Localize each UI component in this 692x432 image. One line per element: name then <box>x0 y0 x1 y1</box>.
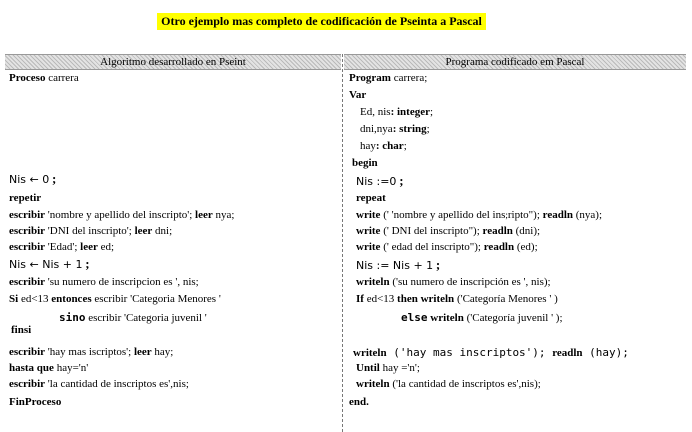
code-text: carrera; <box>390 72 428 84</box>
keyword: else <box>401 311 428 324</box>
page-title: Otro ejemplo mas completo de codificación de Pseinta a Pascal <box>157 13 486 30</box>
keyword: writeln <box>420 293 455 305</box>
keyword: readln <box>542 209 573 221</box>
keyword: escribir <box>9 276 46 288</box>
right-line-nis-init <box>356 174 404 187</box>
keyword: escribir <box>9 209 46 221</box>
keyword: sino <box>59 311 86 324</box>
code-text: 'Edad'; <box>45 241 81 253</box>
right-line-write-nombre <box>356 209 602 222</box>
keyword: write <box>356 209 381 221</box>
code-text: 'DNI del inscripto'; <box>45 225 135 237</box>
code-text: ; <box>403 140 407 152</box>
code-text: ('su numero de inscripción es ', nis); <box>389 276 551 288</box>
code-text: ; <box>429 106 434 118</box>
keyword: leer <box>195 209 213 221</box>
right-column-header: Programa codificado em Pascal <box>344 54 686 70</box>
keyword: leer <box>133 346 152 358</box>
left-line-nis-inc <box>9 257 90 270</box>
keyword: hasta que <box>9 362 54 374</box>
code-text: 'la cantidad de inscriptos es',nis; <box>45 378 189 390</box>
code-text: ; <box>426 123 430 135</box>
code-text: escribir 'Categoria juvenil ' <box>85 312 207 324</box>
left-line-nis-init <box>9 172 56 185</box>
keyword: : char <box>375 140 404 152</box>
keyword: readln <box>482 225 513 237</box>
keyword: escribir <box>9 241 46 253</box>
code-text: dni; <box>152 225 173 237</box>
code-text: Nis ← 0 <box>9 173 50 186</box>
keyword: entonces <box>51 293 92 305</box>
right-line-writeln-cantidad <box>356 378 541 391</box>
keyword: leer <box>134 225 153 237</box>
semicolon: ; <box>51 171 57 186</box>
keyword: Until <box>356 362 380 374</box>
code-text: hay ='n'; <box>379 362 420 374</box>
code-text: (hay); <box>582 346 629 359</box>
keyword: Proceso <box>9 72 46 84</box>
left-line-escribir-numero <box>9 276 199 289</box>
code-text: ('Categoría juvenil ' ); <box>463 312 563 324</box>
right-line-program <box>349 72 427 85</box>
code-text: Nis := Nis + 1 <box>356 259 434 272</box>
keyword: readln <box>552 347 583 359</box>
right-line-writeln-hay <box>353 346 629 359</box>
keyword: readln <box>483 241 515 253</box>
left-line-sino <box>59 311 207 324</box>
keyword: escribir <box>9 378 46 390</box>
right-line-decl-dni <box>360 123 430 136</box>
code-text: (' edad del inscripto"); <box>380 241 484 253</box>
right-line-repeat: repeat <box>356 192 386 204</box>
keyword: : string <box>392 123 427 135</box>
code-text: ed; <box>97 241 115 253</box>
keyword: If <box>356 293 364 305</box>
code-text: Nis ← Nis + 1 <box>9 258 83 271</box>
keyword: writeln <box>356 276 390 288</box>
code-text: ed<13 <box>18 293 52 305</box>
left-line-escribir-hay <box>9 346 173 359</box>
code-text: (ed); <box>514 241 538 253</box>
right-line-write-dni <box>356 225 540 238</box>
left-line-proceso <box>9 72 79 85</box>
right-line-writeln-numero <box>356 276 551 289</box>
keyword: writeln <box>353 347 387 359</box>
semicolon: ; <box>435 257 441 272</box>
code-text: (' 'nombre y apellido del ins <box>380 209 506 221</box>
code-text: hay <box>360 140 376 152</box>
left-line-hasta <box>9 362 88 375</box>
right-line-decl-hay <box>360 140 407 153</box>
code-text: ripto"); <box>507 209 543 221</box>
code-text: ('hay mas inscriptos'); <box>386 346 553 359</box>
keyword: write <box>356 225 381 237</box>
code-text: ('Categoría Menores ' ) <box>454 293 558 305</box>
right-line-if <box>356 293 558 306</box>
left-line-escribir-cantidad <box>9 378 189 391</box>
code-text: Ed, nis <box>360 106 391 118</box>
code-text: ('la cantidad de inscriptos es',nis); <box>389 378 541 390</box>
code-text: hay='n' <box>53 362 89 374</box>
left-line-escribir-edad <box>9 241 114 254</box>
left-line-repetir: repetir <box>9 192 42 204</box>
code-text: escribir 'Categoria Menores ' <box>91 293 221 305</box>
semicolon: ; <box>85 256 90 271</box>
keyword: : integer <box>390 106 430 118</box>
keyword: Program <box>349 72 391 84</box>
code-text: (nya); <box>573 209 603 221</box>
column-divider <box>342 54 343 432</box>
code-text: nya; <box>212 209 235 221</box>
keyword: leer <box>80 241 98 253</box>
code-text: ed<13 <box>363 293 398 305</box>
right-line-write-edad <box>356 241 538 254</box>
keyword: Si <box>9 293 19 305</box>
keyword: then <box>397 293 418 305</box>
right-line-var: Var <box>349 89 367 101</box>
right-line-end: end. <box>349 396 369 408</box>
semicolon: ; <box>399 173 404 188</box>
right-line-until <box>356 362 420 375</box>
code-text: (dni); <box>512 225 541 237</box>
right-line-begin: begin <box>352 157 378 169</box>
left-line-finsi: finsi <box>11 324 32 336</box>
keyword: escribir <box>9 225 46 237</box>
code-text: hay; <box>151 346 174 358</box>
left-line-si <box>9 293 221 306</box>
left-column-header: Algoritmo desarrollado en Pseint <box>5 54 341 70</box>
code-text: Nis :=0 <box>356 175 397 188</box>
keyword: writeln <box>430 312 464 324</box>
left-line-escribir-dni <box>9 225 172 238</box>
code-text: carrera <box>45 72 79 84</box>
keyword: escribir <box>9 346 46 358</box>
keyword: write <box>356 241 381 253</box>
left-line-finproceso: FinProceso <box>9 396 62 408</box>
left-line-escribir-nombre <box>9 209 234 222</box>
code-text: 'su numero de inscripcion es ', nis; <box>45 276 199 288</box>
right-line-decl-ed <box>360 106 433 119</box>
code-text: dni,nya <box>360 123 393 135</box>
right-line-nis-inc <box>356 258 440 271</box>
code-text: 'nombre y apellido del inscripto'; <box>45 209 196 221</box>
code-text: ; <box>505 210 508 220</box>
code-text: 'hay mas iscriptos'; <box>45 346 134 358</box>
keyword: writeln <box>356 378 390 390</box>
code-text: (' DNI del inscripto"); <box>380 225 483 237</box>
right-line-else <box>401 311 563 324</box>
